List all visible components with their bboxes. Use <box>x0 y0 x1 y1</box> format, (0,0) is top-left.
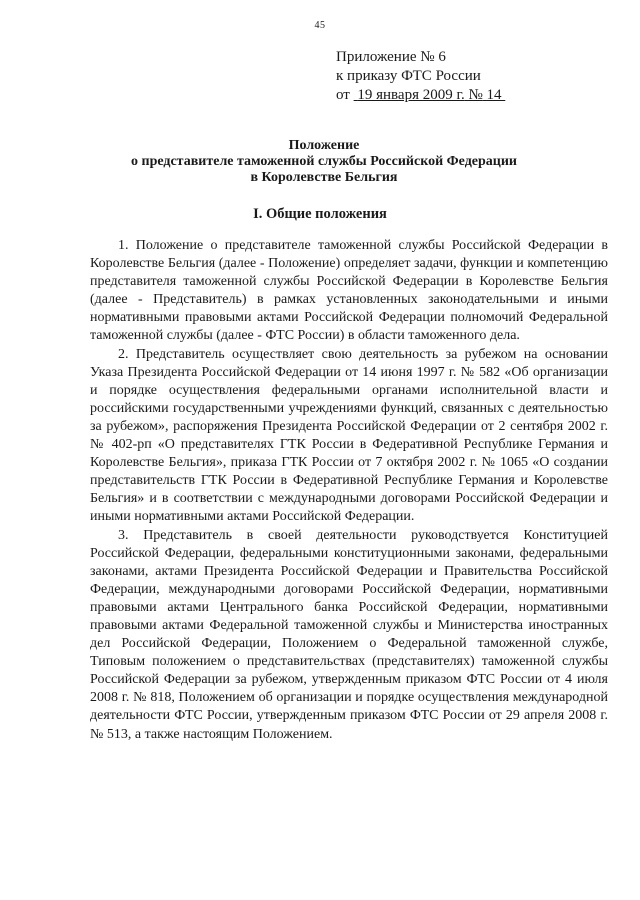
appendix-number-prefix: № <box>468 87 483 103</box>
appendix-block <box>336 48 505 105</box>
appendix-date <box>354 87 506 103</box>
title-line-1: Положение <box>288 138 360 153</box>
document-title <box>60 138 588 186</box>
paragraph-2: 2. Представитель осуществляет свою деятельность за рубежом на основании Указа Президента Российской Федерации от 14 июня 1997 г. № 582 «Об организации и порядке осуществления федеральными органами исполнительной власти и российскими государственными учреждениями функций, связанных с деятельностью за рубежом», распоряжения Президента Российской Федерации от 2 сентября 2002 г. № 402-рп «О представителях ГТК России в Федеративной Республике Германия и Королевстве Бельгия», приказа ГТК России от 7 октября 2002 г. № 1065 «О создании представительств ГТК России в Федеративной Республике Германия и Королевстве Бельгия» и в соответствии с международными договорами Российской Федерации и иными нормативными актами Российской Федерации. <box>90 346 608 525</box>
section-heading: I. Общие положения <box>253 206 387 222</box>
title-line-2: о представителе таможенной службы Российской Федерации <box>131 154 517 169</box>
appendix-date-line <box>336 86 505 105</box>
paragraph-3: 3. Представитель в своей деятельности руководствуется Конституцией Российской Федерации, федеральными конституционными законами, федеральными законами, актами Президента Российской Федерации и Правительства Российской Федерации, международными договорами Российской Федерации, нормативными правовыми актами Центрального банка Российской Федерации, нормативными правовыми актами Федеральной таможенной службы и Министерства иностранных дел Российской Федерации, Положением о Федеральной таможенной службе, Типовым положением о представительствах (представителях) таможенной службы Российской Федерации за рубежом, утвержденным приказом ФТС России от 4 июля 2008 г. № 818, Положением об организации и порядке осуществления международной деятельности ФТС России, утвержденным приказом ФТС России от 29 апреля 2008 г. № 513, а также настоящим Положением. <box>90 527 608 742</box>
appendix-number: 14 <box>486 87 502 103</box>
document-body <box>90 237 608 744</box>
appendix-date-prefix: от <box>336 87 350 103</box>
paragraph-1: 1. Положение о представителе таможенной службы Российской Федерации в Королевстве Бельгия (далее - Положение) определяет задачи, функции и компетенцию представителя таможенной службы Российской Федерации в Королевстве Бельгия (далее - Представитель) в рамках установленных законодательными и иными нормативными правовыми актами Российской Федерации полномочий Федеральной таможенной службы (далее - ФТС России) в области таможенного дела. <box>90 238 608 344</box>
appendix-date-value: 19 января 2009 г. <box>357 87 465 103</box>
title-line-3: в Королевстве Бельгия <box>250 170 398 185</box>
page-number: 45 <box>314 20 326 31</box>
appendix-order-ref: к приказу ФТС России <box>336 68 481 84</box>
appendix-label: Приложение № 6 <box>336 49 446 65</box>
